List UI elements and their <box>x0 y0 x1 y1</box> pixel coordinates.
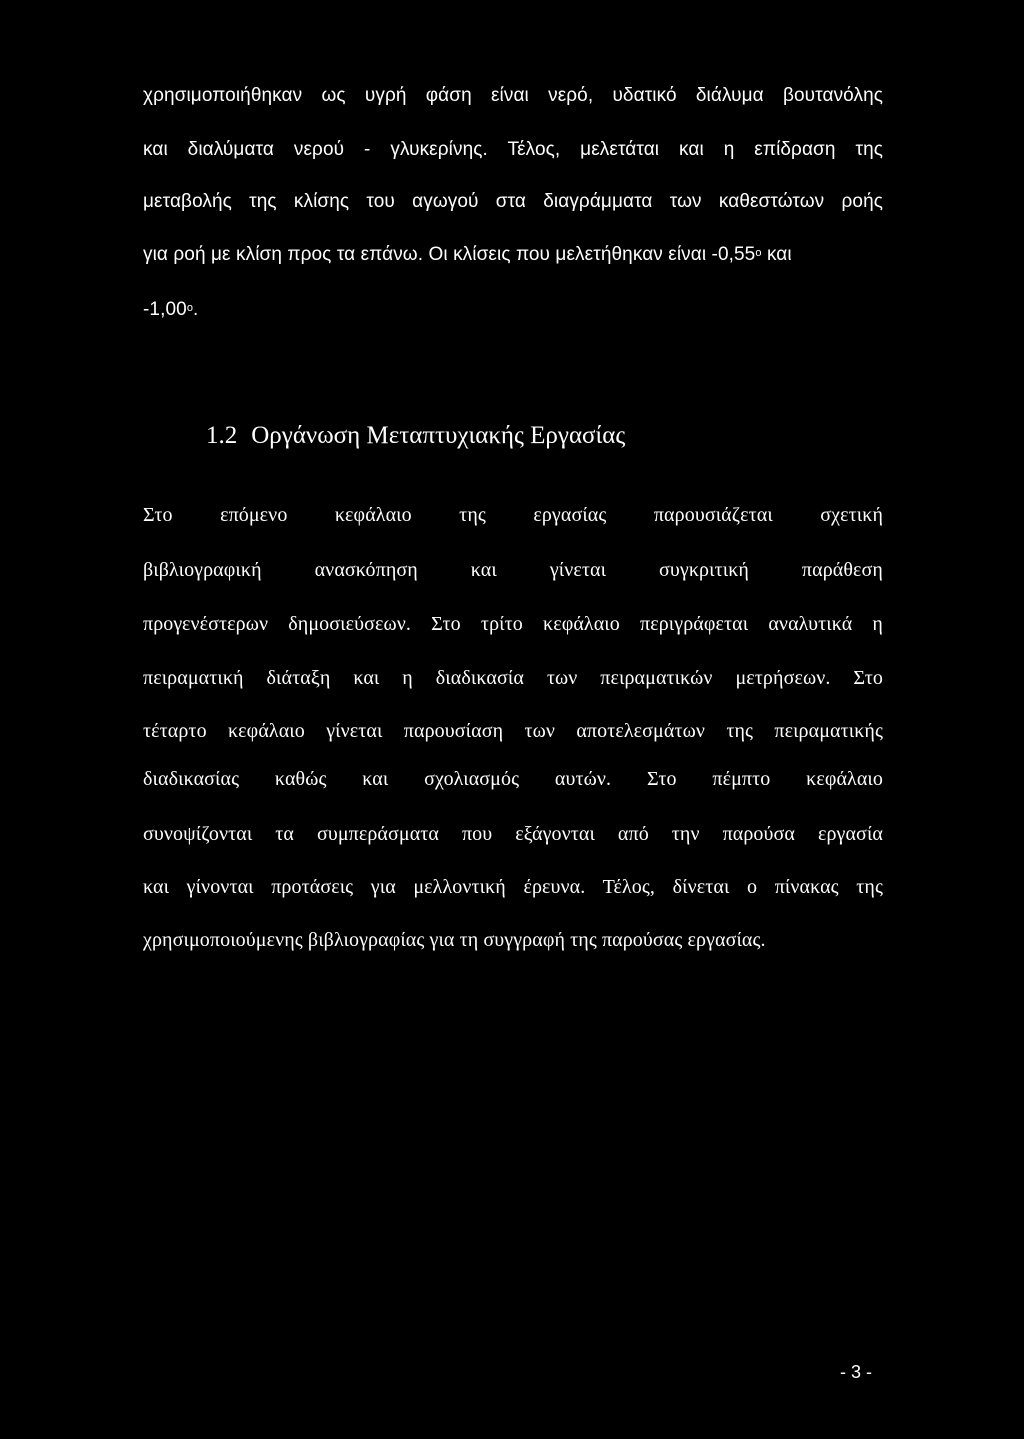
paragraph-line-end: . <box>193 299 199 320</box>
page-number: - 3 - <box>840 1362 873 1382</box>
paragraph-line <box>143 298 883 322</box>
paragraph-line: πειραματική διάταξη και η διαδικασία των πειραματικών μετρήσεων. Στο <box>143 667 883 689</box>
paragraph-line: προγενέστερων δημοσιεύσεων. Στο τρίτο κεφάλαιο περιγράφεται αναλυτικά η <box>143 613 883 635</box>
paragraph-line: Στο επόμενο κεφάλαιο της εργασίας παρουσιάζεται σχετική <box>143 504 883 526</box>
paragraph-line: βιβλιογραφική ανασκόπηση και γίνεται συγκριτική παράθεση <box>143 559 883 581</box>
angle-value: -1,00 <box>143 299 187 320</box>
paragraph-line-end: και <box>761 244 792 265</box>
section-heading <box>206 420 625 452</box>
paragraph-line: και γίνονται προτάσεις για μελλοντική έρευνα. Τέλος, δίνεται ο πίνακας της <box>143 876 883 898</box>
paragraph-line <box>143 243 883 267</box>
degree-symbol: ο <box>755 247 762 259</box>
paragraph-line: διαδικασίας καθώς και σχολιασμός αυτών. Στο πέμπτο κεφάλαιο <box>143 768 883 790</box>
section-title: Οργάνωση Μεταπτυχιακής Εργασίας <box>251 422 626 449</box>
paragraph-line: μεταβολής της κλίσης του αγωγού στα διαγράμματα των καθεστώτων ροής <box>143 191 883 212</box>
paragraph-line: χρησιμοποιούμενης βιβλιογραφίας για τη συγγραφή της παρούσας εργασίας. <box>143 929 766 951</box>
paragraph-line: τέταρτο κεφάλαιο γίνεται παρουσίαση των αποτελεσμάτων της πειραματικής <box>143 720 883 742</box>
paragraph-line: χρησιμοποιήθηκαν ως υγρή φάση είναι νερό, υδατικό διάλυμα βουτανόλης <box>143 85 883 106</box>
section-number: 1.2 <box>206 422 238 449</box>
degree-symbol: ο <box>186 302 194 314</box>
paragraph-line: συνοψίζονται τα συμπεράσματα που εξάγονται από την παρούσα εργασία <box>143 823 883 845</box>
paragraph-line: και διαλύματα νερού - γλυκερίνης. Τέλος, μελετάται και η επίδραση της <box>143 139 883 160</box>
paragraph-line-text: για ροή με κλίση προς τα επάνω. Οι κλίσεις που μελετήθηκαν είναι -0,55 <box>143 244 756 265</box>
